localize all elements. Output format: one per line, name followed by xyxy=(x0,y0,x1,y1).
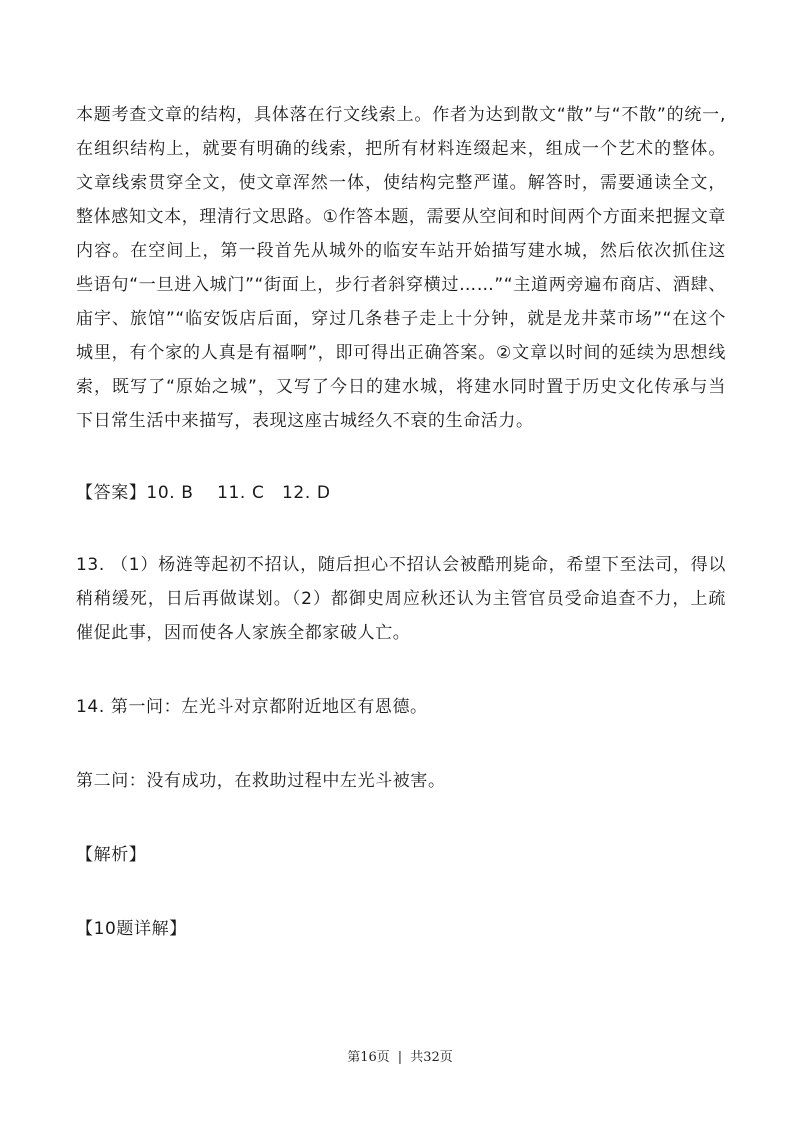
page-total: 共32页 xyxy=(410,1050,453,1065)
question-13-answer: 13. （1）杨涟等起初不招认，随后担心不招认会被酷刑毙命，希望下至法司，得以稍稍缓死，日后再做谋划。（2）都御史周应秋还认为主管官员受命追查不力，上疏催促此事，因而使各人家族全都家破人亡。 xyxy=(76,555,726,643)
answer-line: 【答案】10. B 11. C 12. D xyxy=(76,483,331,503)
question-14-part-2: 第二问：没有成功，在救助过程中左光斗被害。 xyxy=(76,771,446,791)
document-body xyxy=(76,98,726,946)
footer-separator: | xyxy=(397,1050,403,1065)
question-10-detail-heading: 【10题详解】 xyxy=(76,919,187,939)
question-14-part-1: 14. 第一问：左光斗对京都附近地区有恩德。 xyxy=(76,697,428,717)
page-number: 第16页 xyxy=(347,1050,390,1065)
page-footer xyxy=(0,1046,800,1065)
analysis-heading: 【解析】 xyxy=(76,845,147,865)
analysis-paragraph: 本题考查文章的结构，具体落在行文线索上。作者为达到散文“散”与“不散”的统一,在组织结构上，就要有明确的线索，把所有材料连缀起来，组成一个艺术的整体。文章线索贯穿全文，使文章浑然一体，使结构完整严谨。解答时，需要通读全文，整体感知文本，理清行文思路。①作答本题，需要从空间和时间两个方面来把握文章内容。在空间上，第一段首先从城外的临安车站开始描写建水城，然后依次抓住这些语句“一旦进入城门”“街面上，步行者斜穿横过……”“主道两旁遍布商店、酒肆、庙宇、旅馆”“临安饭店后面，穿过几条巷子走上十分钟，就是龙井菜市场”“在这个城里，有个家的人真是有福啊”，即可得出正确答案。②文章以时间的延续为思想线索，既写了“原始之城”，又写了今日的建水城，将建水同时置于历史文化传承与当下日常生活中来描写，表现这座古城经久不衰的生命活力。 xyxy=(76,105,726,431)
